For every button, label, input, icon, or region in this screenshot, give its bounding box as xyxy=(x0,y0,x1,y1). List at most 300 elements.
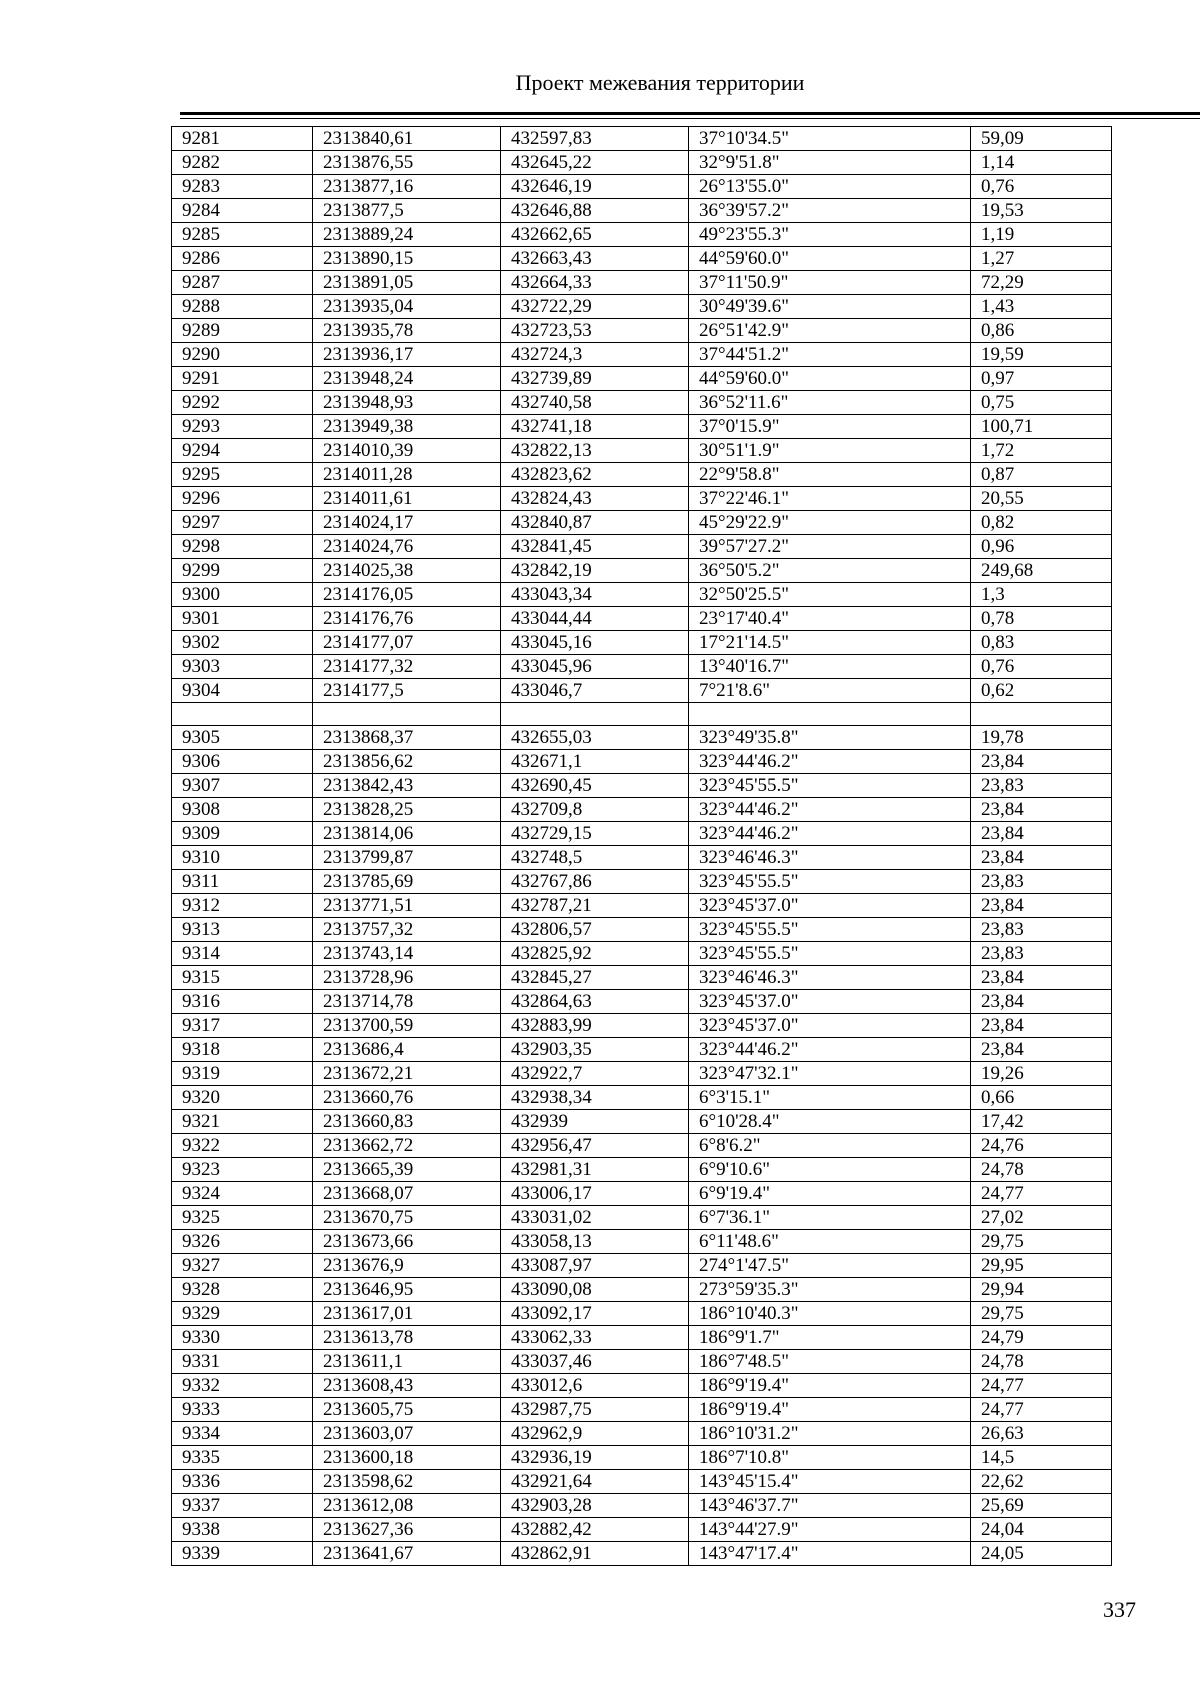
point-number-cell: 9310 xyxy=(172,846,313,870)
point-number-cell: 9311 xyxy=(172,870,313,894)
y-coordinate-cell: 432663,43 xyxy=(501,247,689,271)
direction-angle-cell: 44°59'60.0" xyxy=(689,367,971,391)
y-coordinate-cell: 432823,62 xyxy=(501,463,689,487)
y-coordinate-cell: 433031,02 xyxy=(501,1206,689,1230)
x-coordinate-cell: 2313660,83 xyxy=(313,1110,501,1134)
table-row xyxy=(172,247,1112,271)
length-cell: 14,5 xyxy=(971,1446,1112,1470)
table-row xyxy=(172,1470,1112,1494)
point-number-cell: 9281 xyxy=(172,127,313,151)
direction-angle-cell: 26°51'42.9" xyxy=(689,319,971,343)
x-coordinate-cell: 2314176,76 xyxy=(313,607,501,631)
x-coordinate-cell: 2313814,06 xyxy=(313,822,501,846)
length-cell: 19,78 xyxy=(971,726,1112,750)
y-coordinate-cell: 432921,64 xyxy=(501,1470,689,1494)
table-row xyxy=(172,1062,1112,1086)
table-row xyxy=(172,798,1112,822)
length-cell: 23,84 xyxy=(971,750,1112,774)
point-number-cell: 9326 xyxy=(172,1230,313,1254)
y-coordinate-cell: 432722,29 xyxy=(501,295,689,319)
x-coordinate-cell: 2313840,61 xyxy=(313,127,501,151)
point-number-cell: 9297 xyxy=(172,511,313,535)
table-row xyxy=(172,1206,1112,1230)
table-row xyxy=(172,1038,1112,1062)
point-number-cell: 9313 xyxy=(172,918,313,942)
y-coordinate-cell: 432645,22 xyxy=(501,151,689,175)
table-row xyxy=(172,319,1112,343)
point-number-cell: 9319 xyxy=(172,1062,313,1086)
length-cell: 23,83 xyxy=(971,918,1112,942)
table-row xyxy=(172,1110,1112,1134)
table-row xyxy=(172,295,1112,319)
table-row xyxy=(172,223,1112,247)
length-cell: 1,19 xyxy=(971,223,1112,247)
length-cell: 24,77 xyxy=(971,1374,1112,1398)
x-coordinate-cell: 2314025,38 xyxy=(313,559,501,583)
y-coordinate-cell: 433090,08 xyxy=(501,1278,689,1302)
direction-angle-cell: 143°46'37.7" xyxy=(689,1494,971,1518)
direction-angle-cell: 17°21'14.5" xyxy=(689,631,971,655)
table-row xyxy=(172,1230,1112,1254)
y-coordinate-cell: 433046,7 xyxy=(501,679,689,703)
y-coordinate-cell: 432729,15 xyxy=(501,822,689,846)
table-row xyxy=(172,774,1112,798)
y-coordinate-cell: 432739,89 xyxy=(501,367,689,391)
y-coordinate-cell: 433045,96 xyxy=(501,655,689,679)
x-coordinate-cell: 2313686,4 xyxy=(313,1038,501,1062)
x-coordinate-cell: 2313646,95 xyxy=(313,1278,501,1302)
x-coordinate-cell: 2313617,01 xyxy=(313,1302,501,1326)
length-cell: 22,62 xyxy=(971,1470,1112,1494)
direction-angle-cell: 36°52'11.6" xyxy=(689,391,971,415)
x-coordinate-cell: 2313935,78 xyxy=(313,319,501,343)
table-row xyxy=(172,750,1112,774)
length-cell: 23,83 xyxy=(971,942,1112,966)
table-row xyxy=(172,1446,1112,1470)
direction-angle-cell: 323°45'55.5" xyxy=(689,918,971,942)
x-coordinate-cell: 2313608,43 xyxy=(313,1374,501,1398)
table-row xyxy=(172,415,1112,439)
table-row xyxy=(172,1398,1112,1422)
direction-angle-cell: 186°9'19.4" xyxy=(689,1398,971,1422)
y-coordinate-cell: 433044,44 xyxy=(501,607,689,631)
direction-angle-cell: 186°9'1.7" xyxy=(689,1326,971,1350)
length-cell: 24,04 xyxy=(971,1518,1112,1542)
coordinates-table xyxy=(171,126,1112,1566)
direction-angle-cell: 37°11'50.9" xyxy=(689,271,971,295)
y-coordinate-cell: 433037,46 xyxy=(501,1350,689,1374)
length-cell: 23,84 xyxy=(971,990,1112,1014)
direction-angle-cell: 6°9'19.4" xyxy=(689,1182,971,1206)
point-number-cell: 9305 xyxy=(172,726,313,750)
direction-angle-cell: 30°49'39.6" xyxy=(689,295,971,319)
direction-angle-cell: 323°46'46.3" xyxy=(689,966,971,990)
point-number-cell: 9283 xyxy=(172,175,313,199)
point-number-cell: 9323 xyxy=(172,1158,313,1182)
length-cell: 0,82 xyxy=(971,511,1112,535)
x-coordinate-cell: 2313771,51 xyxy=(313,894,501,918)
direction-angle-cell: 30°51'1.9" xyxy=(689,439,971,463)
table-row xyxy=(172,1494,1112,1518)
page-header-title: Проект межевания территории xyxy=(515,70,805,95)
x-coordinate-cell: 2313877,5 xyxy=(313,199,501,223)
y-coordinate-cell: 432903,35 xyxy=(501,1038,689,1062)
direction-angle-cell: 23°17'40.4" xyxy=(689,607,971,631)
direction-angle-cell: 143°44'27.9" xyxy=(689,1518,971,1542)
x-coordinate-cell: 2313949,38 xyxy=(313,415,501,439)
table-row xyxy=(172,822,1112,846)
direction-angle-cell: 44°59'60.0" xyxy=(689,247,971,271)
length-cell: 24,77 xyxy=(971,1182,1112,1206)
length-cell: 24,78 xyxy=(971,1158,1112,1182)
length-cell: 0,76 xyxy=(971,655,1112,679)
y-coordinate-cell: 432840,87 xyxy=(501,511,689,535)
y-coordinate-cell: 432690,45 xyxy=(501,774,689,798)
point-number-cell: 9303 xyxy=(172,655,313,679)
y-coordinate-cell: 432962,9 xyxy=(501,1422,689,1446)
y-coordinate-cell: 432646,19 xyxy=(501,175,689,199)
point-number-cell: 9308 xyxy=(172,798,313,822)
length-cell: 1,72 xyxy=(971,439,1112,463)
point-number-cell: 9322 xyxy=(172,1134,313,1158)
point-number-cell: 9337 xyxy=(172,1494,313,1518)
x-coordinate-cell: 2313611,1 xyxy=(313,1350,501,1374)
x-coordinate-cell: 2314177,5 xyxy=(313,679,501,703)
point-number-cell: 9329 xyxy=(172,1302,313,1326)
table-row xyxy=(172,918,1112,942)
direction-angle-cell: 32°9'51.8" xyxy=(689,151,971,175)
point-number-cell: 9312 xyxy=(172,894,313,918)
y-coordinate-cell: 432903,28 xyxy=(501,1494,689,1518)
y-coordinate-cell: 432748,5 xyxy=(501,846,689,870)
x-coordinate-cell: 2314010,39 xyxy=(313,439,501,463)
length-cell: 23,83 xyxy=(971,870,1112,894)
x-coordinate-cell: 2313660,76 xyxy=(313,1086,501,1110)
x-coordinate-cell: 2313612,08 xyxy=(313,1494,501,1518)
direction-angle-cell: 143°45'15.4" xyxy=(689,1470,971,1494)
table-row xyxy=(172,1134,1112,1158)
point-number-cell xyxy=(172,703,313,726)
table-row xyxy=(172,367,1112,391)
x-coordinate-cell: 2313665,39 xyxy=(313,1158,501,1182)
direction-angle-cell: 49°23'55.3" xyxy=(689,223,971,247)
table-row xyxy=(172,487,1112,511)
y-coordinate-cell: 432723,53 xyxy=(501,319,689,343)
x-coordinate-cell: 2313876,55 xyxy=(313,151,501,175)
direction-angle-cell: 323°44'46.2" xyxy=(689,750,971,774)
x-coordinate-cell: 2313868,37 xyxy=(313,726,501,750)
x-coordinate-cell: 2313877,16 xyxy=(313,175,501,199)
length-cell: 0,96 xyxy=(971,535,1112,559)
table-row xyxy=(172,990,1112,1014)
point-number-cell: 9296 xyxy=(172,487,313,511)
length-cell: 23,84 xyxy=(971,966,1112,990)
length-cell: 24,77 xyxy=(971,1398,1112,1422)
x-coordinate-cell: 2313856,62 xyxy=(313,750,501,774)
point-number-cell: 9321 xyxy=(172,1110,313,1134)
point-number-cell: 9290 xyxy=(172,343,313,367)
length-cell: 0,62 xyxy=(971,679,1112,703)
length-cell: 23,84 xyxy=(971,822,1112,846)
length-cell: 1,14 xyxy=(971,151,1112,175)
x-coordinate-cell: 2313936,17 xyxy=(313,343,501,367)
x-coordinate-cell: 2314177,07 xyxy=(313,631,501,655)
direction-angle-cell: 323°45'55.5" xyxy=(689,870,971,894)
length-cell: 59,09 xyxy=(971,127,1112,151)
x-coordinate-cell: 2313828,25 xyxy=(313,798,501,822)
x-coordinate-cell: 2313670,75 xyxy=(313,1206,501,1230)
length-cell: 0,97 xyxy=(971,367,1112,391)
point-number-cell: 9315 xyxy=(172,966,313,990)
y-coordinate-cell: 432956,47 xyxy=(501,1134,689,1158)
y-coordinate-cell: 432671,1 xyxy=(501,750,689,774)
table-row xyxy=(172,655,1112,679)
x-coordinate-cell: 2314176,05 xyxy=(313,583,501,607)
y-coordinate-cell: 432845,27 xyxy=(501,966,689,990)
y-coordinate-cell: 432987,75 xyxy=(501,1398,689,1422)
table-row xyxy=(172,271,1112,295)
x-coordinate-cell: 2313842,43 xyxy=(313,774,501,798)
length-cell: 0,87 xyxy=(971,463,1112,487)
y-coordinate-cell: 432806,57 xyxy=(501,918,689,942)
point-number-cell: 9324 xyxy=(172,1182,313,1206)
point-number-cell: 9286 xyxy=(172,247,313,271)
y-coordinate-cell: 432841,45 xyxy=(501,535,689,559)
x-coordinate-cell xyxy=(313,703,501,726)
direction-angle-cell: 273°59'35.3" xyxy=(689,1278,971,1302)
point-number-cell: 9284 xyxy=(172,199,313,223)
x-coordinate-cell: 2313714,78 xyxy=(313,990,501,1014)
direction-angle-cell: 13°40'16.7" xyxy=(689,655,971,679)
point-number-cell: 9318 xyxy=(172,1038,313,1062)
table-row xyxy=(172,679,1112,703)
y-coordinate-cell: 432655,03 xyxy=(501,726,689,750)
direction-angle-cell: 186°10'31.2" xyxy=(689,1422,971,1446)
table-row xyxy=(172,151,1112,175)
x-coordinate-cell: 2313672,21 xyxy=(313,1062,501,1086)
table-row xyxy=(172,846,1112,870)
direction-angle-cell: 6°10'28.4" xyxy=(689,1110,971,1134)
point-number-cell: 9291 xyxy=(172,367,313,391)
table-row xyxy=(172,1374,1112,1398)
length-cell: 26,63 xyxy=(971,1422,1112,1446)
length-cell: 24,05 xyxy=(971,1542,1112,1566)
y-coordinate-cell: 432740,58 xyxy=(501,391,689,415)
y-coordinate-cell: 432597,83 xyxy=(501,127,689,151)
table-row xyxy=(172,726,1112,750)
length-cell: 249,68 xyxy=(971,559,1112,583)
table-row xyxy=(172,1518,1112,1542)
point-number-cell: 9301 xyxy=(172,607,313,631)
x-coordinate-cell: 2313641,67 xyxy=(313,1542,501,1566)
table-row xyxy=(172,1278,1112,1302)
x-coordinate-cell: 2314177,32 xyxy=(313,655,501,679)
direction-angle-cell: 26°13'55.0" xyxy=(689,175,971,199)
point-number-cell: 9338 xyxy=(172,1518,313,1542)
direction-angle-cell: 22°9'58.8" xyxy=(689,463,971,487)
y-coordinate-cell: 432787,21 xyxy=(501,894,689,918)
length-cell: 29,94 xyxy=(971,1278,1112,1302)
y-coordinate-cell: 432862,91 xyxy=(501,1542,689,1566)
point-number-cell: 9293 xyxy=(172,415,313,439)
y-coordinate-cell: 433062,33 xyxy=(501,1326,689,1350)
y-coordinate-cell: 432936,19 xyxy=(501,1446,689,1470)
direction-angle-cell: 323°45'55.5" xyxy=(689,774,971,798)
table-row xyxy=(172,535,1112,559)
point-number-cell: 9307 xyxy=(172,774,313,798)
point-number-cell: 9282 xyxy=(172,151,313,175)
direction-angle-cell: 323°45'37.0" xyxy=(689,1014,971,1038)
direction-angle-cell: 6°8'6.2" xyxy=(689,1134,971,1158)
x-coordinate-cell: 2313935,04 xyxy=(313,295,501,319)
length-cell: 1,43 xyxy=(971,295,1112,319)
length-cell: 27,02 xyxy=(971,1206,1112,1230)
length-cell: 19,26 xyxy=(971,1062,1112,1086)
x-coordinate-cell: 2313598,62 xyxy=(313,1470,501,1494)
length-cell: 23,84 xyxy=(971,798,1112,822)
direction-angle-cell: 186°7'10.8" xyxy=(689,1446,971,1470)
direction-angle-cell xyxy=(689,703,971,726)
point-number-cell: 9285 xyxy=(172,223,313,247)
point-number-cell: 9302 xyxy=(172,631,313,655)
length-cell: 25,69 xyxy=(971,1494,1112,1518)
table-row xyxy=(172,631,1112,655)
y-coordinate-cell: 433092,17 xyxy=(501,1302,689,1326)
direction-angle-cell: 323°44'46.2" xyxy=(689,1038,971,1062)
length-cell: 23,84 xyxy=(971,1014,1112,1038)
y-coordinate-cell: 433006,17 xyxy=(501,1182,689,1206)
length-cell xyxy=(971,703,1112,726)
page-number: 337 xyxy=(1103,1597,1136,1622)
table-row xyxy=(172,391,1112,415)
point-number-cell: 9333 xyxy=(172,1398,313,1422)
direction-angle-cell: 6°3'15.1" xyxy=(689,1086,971,1110)
point-number-cell: 9299 xyxy=(172,559,313,583)
y-coordinate-cell: 432864,63 xyxy=(501,990,689,1014)
y-coordinate-cell: 432938,34 xyxy=(501,1086,689,1110)
x-coordinate-cell: 2313948,93 xyxy=(313,391,501,415)
x-coordinate-cell: 2314024,17 xyxy=(313,511,501,535)
table-row xyxy=(172,1350,1112,1374)
direction-angle-cell: 186°10'40.3" xyxy=(689,1302,971,1326)
point-number-cell: 9300 xyxy=(172,583,313,607)
x-coordinate-cell: 2314011,61 xyxy=(313,487,501,511)
length-cell: 23,84 xyxy=(971,846,1112,870)
point-number-cell: 9292 xyxy=(172,391,313,415)
direction-angle-cell: 6°9'10.6" xyxy=(689,1158,971,1182)
x-coordinate-cell: 2313948,24 xyxy=(313,367,501,391)
direction-angle-cell: 274°1'47.5" xyxy=(689,1254,971,1278)
point-number-cell: 9309 xyxy=(172,822,313,846)
point-number-cell: 9294 xyxy=(172,439,313,463)
y-coordinate-cell: 432741,18 xyxy=(501,415,689,439)
y-coordinate-cell: 432662,65 xyxy=(501,223,689,247)
point-number-cell: 9306 xyxy=(172,750,313,774)
direction-angle-cell: 323°44'46.2" xyxy=(689,822,971,846)
direction-angle-cell: 143°47'17.4" xyxy=(689,1542,971,1566)
x-coordinate-cell: 2313757,32 xyxy=(313,918,501,942)
length-cell: 23,83 xyxy=(971,774,1112,798)
direction-angle-cell: 186°7'48.5" xyxy=(689,1350,971,1374)
x-coordinate-cell: 2313890,15 xyxy=(313,247,501,271)
x-coordinate-cell: 2314011,28 xyxy=(313,463,501,487)
table-row xyxy=(172,1182,1112,1206)
direction-angle-cell: 32°50'25.5" xyxy=(689,583,971,607)
x-coordinate-cell: 2313600,18 xyxy=(313,1446,501,1470)
x-coordinate-cell: 2313728,96 xyxy=(313,966,501,990)
length-cell: 24,79 xyxy=(971,1326,1112,1350)
point-number-cell: 9287 xyxy=(172,271,313,295)
table-row xyxy=(172,583,1112,607)
y-coordinate-cell: 433087,97 xyxy=(501,1254,689,1278)
y-coordinate-cell: 432842,19 xyxy=(501,559,689,583)
x-coordinate-cell: 2313676,9 xyxy=(313,1254,501,1278)
y-coordinate-cell: 432825,92 xyxy=(501,942,689,966)
point-number-cell: 9335 xyxy=(172,1446,313,1470)
length-cell: 1,27 xyxy=(971,247,1112,271)
length-cell: 23,84 xyxy=(971,894,1112,918)
length-cell: 0,83 xyxy=(971,631,1112,655)
table-row xyxy=(172,1254,1112,1278)
y-coordinate-cell: 432922,7 xyxy=(501,1062,689,1086)
x-coordinate-cell: 2313785,69 xyxy=(313,870,501,894)
y-coordinate-cell: 432709,8 xyxy=(501,798,689,822)
length-cell: 0,86 xyxy=(971,319,1112,343)
length-cell: 0,78 xyxy=(971,607,1112,631)
x-coordinate-cell: 2313889,24 xyxy=(313,223,501,247)
point-number-cell: 9320 xyxy=(172,1086,313,1110)
point-number-cell: 9331 xyxy=(172,1350,313,1374)
length-cell: 17,42 xyxy=(971,1110,1112,1134)
length-cell: 0,66 xyxy=(971,1086,1112,1110)
y-coordinate-cell: 433058,13 xyxy=(501,1230,689,1254)
direction-angle-cell: 45°29'22.9" xyxy=(689,511,971,535)
y-coordinate-cell xyxy=(501,703,689,726)
y-coordinate-cell: 432824,43 xyxy=(501,487,689,511)
point-number-cell: 9332 xyxy=(172,1374,313,1398)
length-cell: 72,29 xyxy=(971,271,1112,295)
direction-angle-cell: 323°44'46.2" xyxy=(689,798,971,822)
point-number-cell: 9316 xyxy=(172,990,313,1014)
length-cell: 29,75 xyxy=(971,1302,1112,1326)
point-number-cell: 9317 xyxy=(172,1014,313,1038)
direction-angle-cell: 37°10'34.5" xyxy=(689,127,971,151)
table-row xyxy=(172,1302,1112,1326)
x-coordinate-cell: 2313799,87 xyxy=(313,846,501,870)
direction-angle-cell: 39°57'27.2" xyxy=(689,535,971,559)
x-coordinate-cell: 2314024,76 xyxy=(313,535,501,559)
table-row xyxy=(172,559,1112,583)
y-coordinate-cell: 432724,3 xyxy=(501,343,689,367)
coordinates-table-body xyxy=(172,127,1112,1566)
direction-angle-cell: 37°0'15.9" xyxy=(689,415,971,439)
table-row xyxy=(172,463,1112,487)
y-coordinate-cell: 433043,34 xyxy=(501,583,689,607)
table-row xyxy=(172,1158,1112,1182)
y-coordinate-cell: 433012,6 xyxy=(501,1374,689,1398)
direction-angle-cell: 323°47'32.1" xyxy=(689,1062,971,1086)
direction-angle-cell: 37°44'51.2" xyxy=(689,343,971,367)
table-row xyxy=(172,1542,1112,1566)
table-row xyxy=(172,1326,1112,1350)
x-coordinate-cell: 2313627,36 xyxy=(313,1518,501,1542)
length-cell: 1,3 xyxy=(971,583,1112,607)
length-cell: 100,71 xyxy=(971,415,1112,439)
table-row xyxy=(172,439,1112,463)
table-row xyxy=(172,607,1112,631)
table-row xyxy=(172,175,1112,199)
table-row xyxy=(172,1086,1112,1110)
